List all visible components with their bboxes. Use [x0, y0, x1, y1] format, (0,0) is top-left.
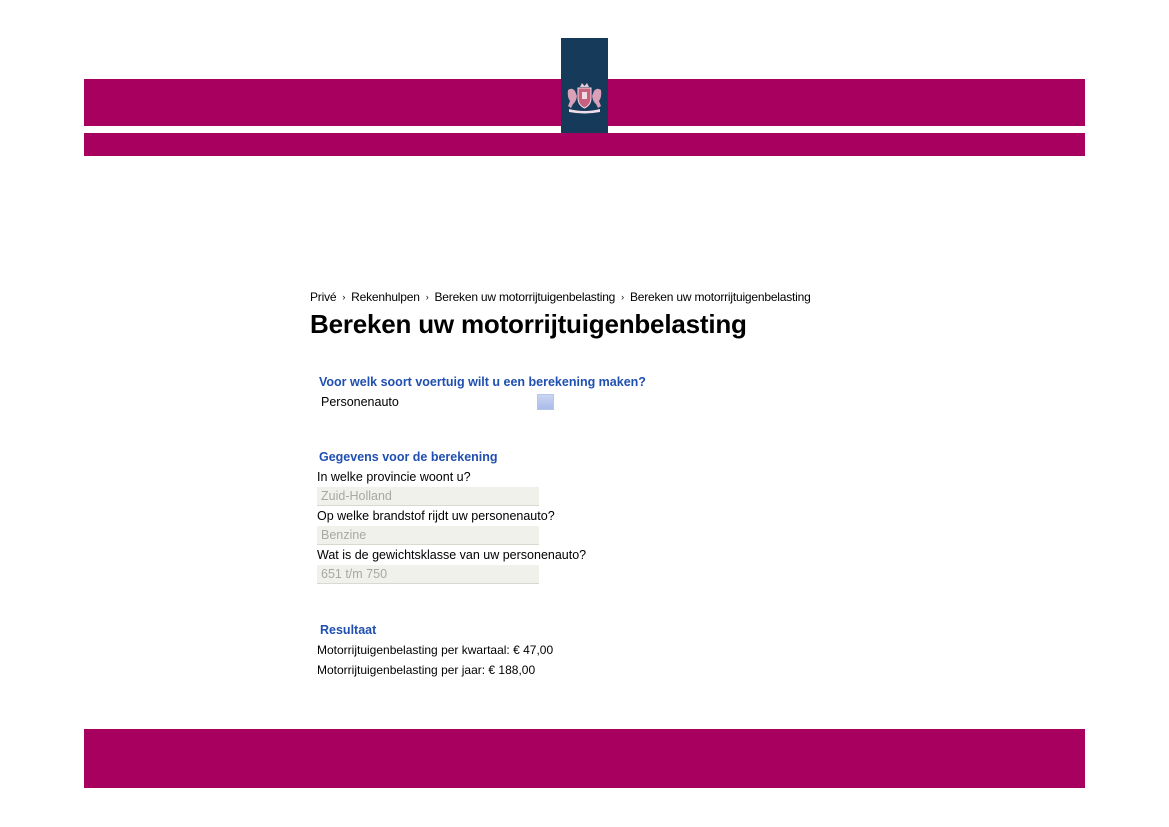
royal-coat-of-arms-icon — [565, 82, 604, 114]
fuel-label: Op welke brandstof rijdt uw personenauto? — [317, 509, 555, 523]
header-band-bottom — [84, 133, 1085, 156]
page-title: Bereken uw motorrijtuigenbelasting — [310, 309, 747, 339]
logo[interactable] — [561, 38, 608, 133]
breadcrumb-item-prive[interactable]: Privé — [310, 290, 337, 304]
breadcrumb-item-current: Bereken uw motorrijtuigenbelasting — [629, 290, 811, 304]
fuel-field[interactable]: Benzine — [317, 526, 539, 545]
details-heading: Gegevens voor de berekening — [319, 450, 498, 464]
province-field[interactable]: Zuid-Holland — [317, 487, 539, 506]
footer-band — [84, 729, 1085, 788]
breadcrumb — [310, 290, 811, 304]
breadcrumb-separator-icon: › — [425, 292, 429, 302]
weight-field[interactable]: 651 t/m 750 — [317, 565, 539, 584]
breadcrumb-separator-icon: › — [342, 292, 346, 302]
result-year: Motorrijtuigenbelasting per jaar: € 188,00 — [317, 663, 536, 677]
result-quarter: Motorrijtuigenbelasting per kwartaal: € 47,00 — [317, 643, 554, 657]
breadcrumb-item-motorrijtuigenbelasting[interactable]: Bereken uw motorrijtuigenbelasting — [434, 290, 616, 304]
vehicle-select-button[interactable] — [537, 394, 554, 410]
vehicle-question: Voor welk soort voertuig wilt u een berekening maken? — [319, 375, 646, 389]
breadcrumb-separator-icon: › — [621, 292, 624, 302]
vehicle-selected-value: Personenauto — [321, 395, 399, 409]
province-label: In welke provincie woont u? — [317, 470, 471, 484]
weight-label: Wat is de gewichtsklasse van uw personenauto? — [317, 548, 587, 562]
result-heading: Resultaat — [320, 623, 377, 637]
breadcrumb-item-rekenhulpen[interactable]: Rekenhulpen — [351, 290, 420, 304]
